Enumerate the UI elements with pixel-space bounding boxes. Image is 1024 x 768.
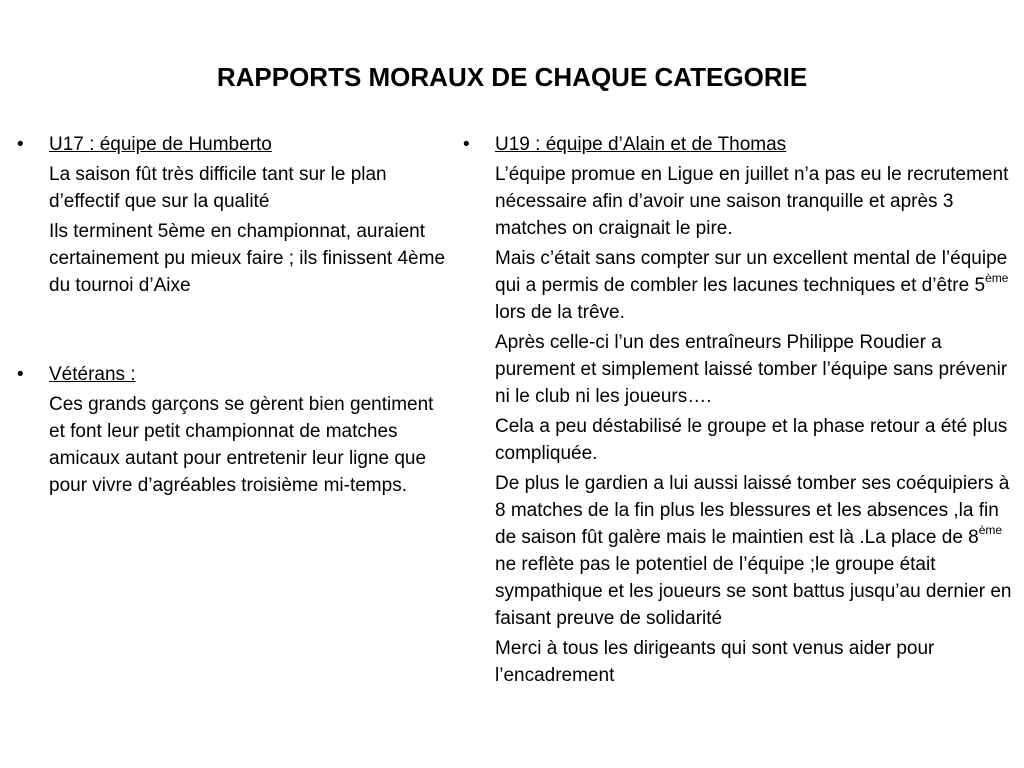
- u17-heading: U17 : équipe de Humberto: [49, 134, 272, 155]
- superscript-eme: ème: [978, 522, 1003, 537]
- right-column: [460, 131, 1016, 689]
- bullet-icon: •: [17, 134, 24, 155]
- page-title: RAPPORTS MORAUX DE CHAQUE CATEGORIE: [216, 62, 808, 92]
- u19-paragraph-4: Cela a peu déstabilisé le groupe et la phase retour a été plus compliquée.: [495, 416, 1008, 464]
- veterans-section: [14, 361, 446, 499]
- veterans-heading: Vétérans :: [49, 364, 136, 385]
- u19-heading: U19 : équipe d’Alain et de Thomas: [495, 134, 787, 155]
- u19-paragraph-5-text-end: ne reflète pas le potentiel de l’équipe ;le groupe était sympathique et les joueurs se sont battus jusqu’au dernier en faisant preuve de solidarité: [495, 554, 1012, 629]
- u19-paragraph-2-text: Mais c’était sans compter sur un excellent mental de l’équipe qui a permis de combler les lacunes techniques et d’être 5: [495, 248, 1008, 296]
- u19-paragraph-1: L’équipe promue en Ligue en juillet n’a pas eu le recrutement nécessaire afin d’avoir une saison tranquille et après 3 matches on craignait le pire.: [495, 164, 1009, 239]
- left-column: [14, 131, 446, 499]
- u17-paragraph-1: La saison fût très difficile tant sur le plan d’effectif que sur la qualité: [49, 164, 387, 212]
- u17-section: [14, 131, 446, 299]
- u19-paragraph-5-text: De plus le gardien a lui aussi laissé tomber ses coéquipiers à 8 matches de la fin plus les blessures et les absences ,la fin de saison fût galère mais le maintien est là .La place de 8: [495, 473, 1010, 548]
- u19-paragraph-6: Merci à tous les dirigeants qui sont venus aider pour l’encadrement: [495, 638, 935, 686]
- u19-section: [460, 131, 1016, 689]
- superscript-eme: ème: [985, 270, 1009, 285]
- u19-paragraph-2: [495, 245, 1016, 326]
- u17-paragraph-2: Ils terminent 5ème en championnat, auraient certainement pu mieux faire ; ils finissent 4ème du tournoi d’Aixe: [49, 221, 446, 296]
- bullet-icon: •: [17, 364, 24, 385]
- u19-paragraph-5: [495, 470, 1016, 632]
- veterans-paragraph-1: Ces grands garçons se gèrent bien gentiment et font leur petit championnat de matches amicaux autant pour entretenir leur ligne que pour vivre d’agréables troisième mi-temps.: [49, 394, 434, 496]
- bullet-icon: •: [463, 134, 470, 155]
- u19-paragraph-2-text-end: lors de la trêve.: [495, 302, 625, 323]
- u19-paragraph-3: Après celle-ci l’un des entraîneurs Philippe Roudier a purement et simplement laissé tomber l’équipe sans prévenir ni le club ni les joueurs….: [495, 332, 1008, 407]
